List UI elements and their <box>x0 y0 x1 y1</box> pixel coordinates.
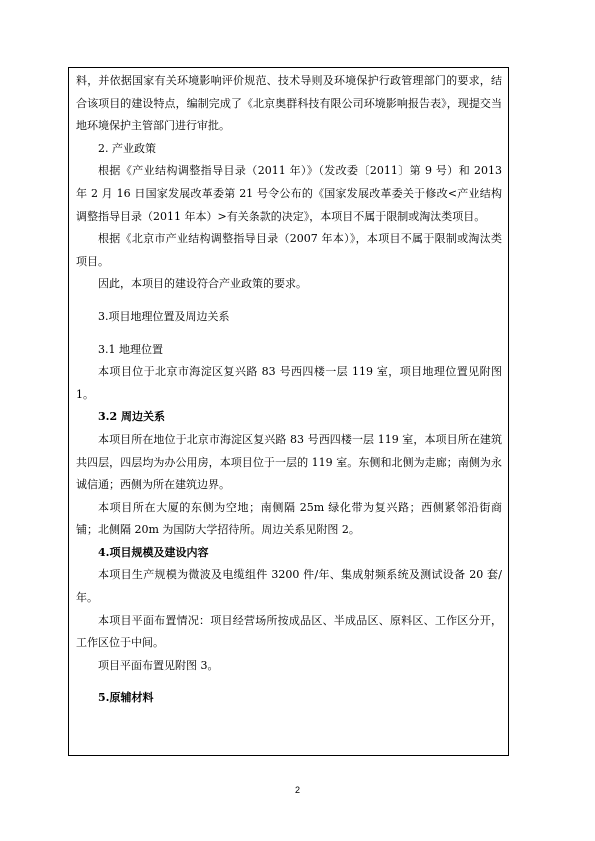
document-body <box>76 70 502 710</box>
paragraph-beijing-catalog: 根据《北京市产业结构调整指导目录（2007 年本）》，本项目不属于限制或淘汰类项目。 <box>76 232 502 268</box>
heading-location: 3.项目地理位置及周边关系 <box>98 309 230 323</box>
heading-surroundings: 3.2 周边关系 <box>98 410 165 424</box>
page-number: 2 <box>294 785 300 795</box>
paragraph-layout: 本项目平面布置情况：项目经营场所按成品区、半成品区、原料区、工作区分开，工作区位于中间。 <box>76 613 502 650</box>
paragraph-layout-figure: 项目平面布置见附图 3。 <box>98 658 219 672</box>
paragraph-industry-catalog: 根据《产业结构调整指导目录（2011 年）》（发改委〔2011〕第 9 号）和 2013 年 2 月 16 日国家发展改革委第 21 号令公布的《国家发展改革委关于修改<产业结构调整指导目录（2011 年本）>有关条款的决定》，本项目不属于限制或淘汰类项目。 <box>76 164 502 223</box>
paragraph-building-surroundings: 本项目所在大厦的东侧为空地；南侧隔 25m 绿化带为复兴路；西侧紧邻沿街商铺；北侧隔 20m 为国防大学招待所。周边关系见附图 2。 <box>76 500 502 537</box>
heading-industry-policy: 2. 产业政策 <box>98 141 156 155</box>
heading-raw-materials: 5.原辅材料 <box>98 691 154 705</box>
paragraph-production-scale: 本项目生产规模为微波及电缆组件 3200 件/年、集成射频系统及测试设备 20 套/年。 <box>76 568 502 605</box>
paragraph-surroundings: 本项目所在地位于北京市海淀区复兴路 83 号西四楼一层 119 室，本项目所在建筑共四层，四层均为办公用房，本项目位于一层的 119 室。东侧和北侧为走廊；南侧为永诚信通；西侧为所在建筑边界。 <box>76 432 502 492</box>
paragraph-env-report: 料，并依据国家有关环境影响评价规范、技术导则及环境保护行政管理部门的要求，结合该项目的建设特点，编制完成了《北京奥群科技有限公司环境影响报告表》，现提交当地环境保护主管部门进行审批。 <box>76 74 502 133</box>
paragraph-geographic-position: 本项目位于北京市海淀区复兴路 83 号西四楼一层 119 室，项目地理位置见附图 1。 <box>76 365 502 401</box>
paragraph-policy-conclusion: 因此，本项目的建设符合产业政策的要求。 <box>98 277 307 291</box>
heading-geographic-position: 3.1 地理位置 <box>98 342 163 356</box>
heading-scale: 4.项目规模及建设内容 <box>98 545 209 559</box>
